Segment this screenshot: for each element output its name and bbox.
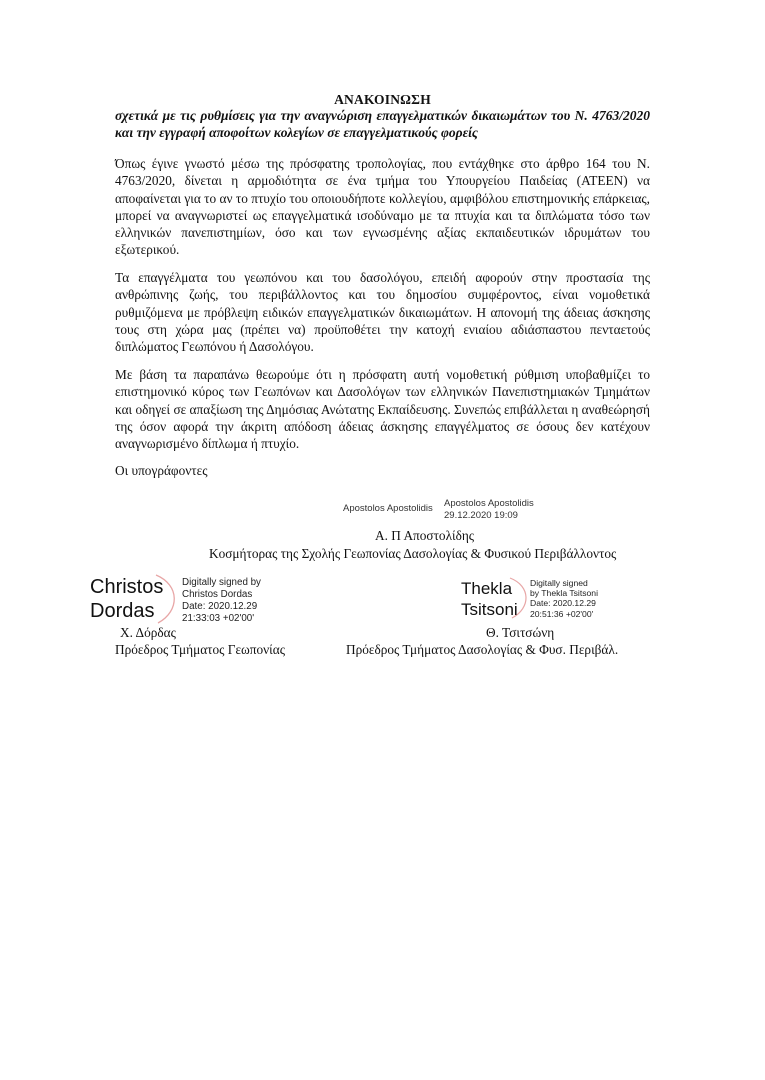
dean-digital-meta — [444, 498, 534, 521]
dean-digital-meta-name: Apostolos Apostolidis — [444, 498, 534, 509]
dordas-role: Πρόεδρος Τμήματος Γεωπονίας — [115, 642, 285, 657]
dordas-date: Date: 2020.12.29 — [182, 601, 258, 612]
dordas-signer: Christos Dordas — [182, 589, 253, 600]
document-subtitle: σχετικά με τις ρυθμίσεις για την αναγνώριση επαγγελματικών δικαιωμάτων του Ν. 4763/2020 και την εγγραφή αποφοίτων κολεγίων σε επαγγελματικούς φορείς — [115, 108, 650, 140]
tsitsoni-role: Πρόεδρος Τμήματος Δασολογίας & Φυσ. Περιβάλ. — [346, 642, 619, 657]
paragraph-2: Τα επαγγέλματα του γεωπόνου και του δασολόγου, επειδή αφορούν στην προστασία της ανθρώπινης ζωής, του περιβάλλοντος και του δημοσίου συμφέροντος, είναι νομοθετικά ρυθμιζόμενα με πρόβλεψη ειδικών επαγγελματικών δικαιωμάτων. Η απονομή της άδειας άσκησης τους στη χώρα μας (πρέπει να) προϋποθέτει την κατοχή ενιαίου αδιάσπαστου πενταετούς διπλώματος Γεωπόνου ή Δασολόγου. — [115, 270, 650, 355]
paragraph-1: Όπως έγινε γνωστό μέσω της πρόσφατης τροπολογίας, που εντάχθηκε στο άρθρο 164 του Ν. 4763/2020, δίνεται η αρμοδιότητα σε ένα τμήμα του Υπουργείου Παιδείας (ΑΤΕΕΝ) να αποφαίνεται για το αν το πτυχίο του οποιουδήποτε κολλεγίου, αμφιβόλου επιστημονικής επάρκειας, μπορεί να αναγνωριστεί ως επαγγελματικά ισοδύναμο με τα πτυχία και τα διπλώματα τόσο των ελληνικών πανεπιστημίων, όσο και των εγνωσμένης αξίας εκπαιδευτικών ιδρυμάτων του εξωτερικού. — [115, 156, 650, 258]
tsitsoni-signature-line-2: Tsitsoni — [461, 600, 518, 619]
tsitsoni-time: 20:51:36 +02'00' — [530, 608, 594, 619]
tsitsoni-signer: by Thekla Tsitsoni — [530, 588, 598, 599]
dordas-signature-line-2: Dordas — [90, 600, 155, 622]
dean-digital-name: Apostolos Apostolidis — [343, 503, 433, 514]
tsitsoni-date: Date: 2020.12.29 — [530, 598, 596, 609]
dean-role: Κοσμήτορας της Σχολής Γεωπονίας Δασολογίας & Φυσικού Περιβάλλοντος — [209, 546, 617, 561]
signers-label: Οι υπογράφοντες — [115, 463, 208, 478]
dordas-time: 21:33:03 +02'00' — [182, 613, 255, 624]
dordas-name: Χ. Δόρδας — [120, 625, 176, 640]
tsitsoni-signature-name — [461, 578, 518, 620]
dordas-signature-name — [90, 575, 163, 623]
dordas-signature-details — [182, 577, 261, 625]
dean-name: Α. Π Αποστολίδης — [375, 528, 475, 543]
document-title: ΑΝΑΚΟΙΝΩΣΗ — [334, 92, 431, 107]
tsitsoni-signed-by: Digitally signed — [530, 578, 588, 588]
dean-digital-date: 29.12.2020 19:09 — [444, 509, 518, 521]
dordas-signature-line-1: Christos — [90, 576, 164, 598]
tsitsoni-signature-details — [530, 578, 598, 619]
tsitsoni-name: Θ. Τσιτσώνη — [486, 625, 555, 640]
tsitsoni-signature-line-1: Thekla — [461, 579, 513, 598]
dordas-signed-by: Digitally signed by — [182, 577, 261, 588]
paragraph-3: Με βάση τα παραπάνω θεωρούμε ότι η πρόσφατη αυτή νομοθετική ρύθμιση υποβαθμίζει το επιστημονικό κύρος των Γεωπόνων και Δασολόγων των ελληνικών Πανεπιστημιακών Τμημάτων και οδηγεί σε απαξίωση της Δημόσιας Ανώτατης Εκπαίδευσης. Συνεπώς επιβάλλεται η αναθεώρησή της όσον αφορά την άκριτη απόδοση άδειας άσκησης επαγγέλματος σε όσους δεν κατέχουν αναγνωρισμένο δίπλωμα ή πτυχίο. — [115, 367, 650, 452]
